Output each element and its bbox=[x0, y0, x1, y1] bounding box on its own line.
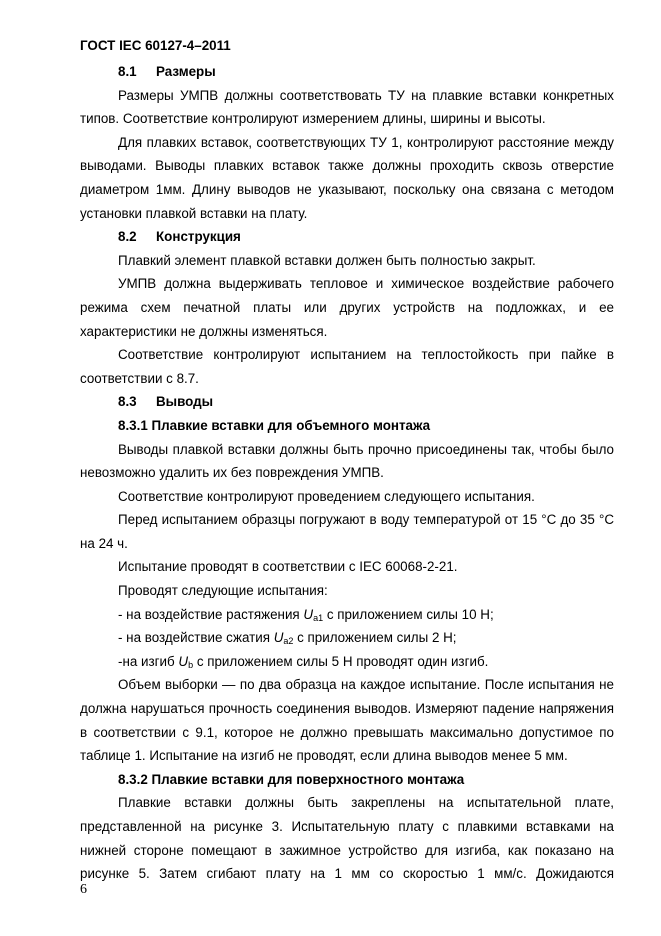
paragraph: УМПВ должна выдерживать тепловое и химическое воздействие рабочего режима схем печатной платы или других устройств на подложках, и ее характеристики не должны изменяться. bbox=[80, 276, 614, 339]
symbol: U bbox=[303, 606, 314, 622]
symbol-subscript: a1 bbox=[313, 612, 324, 623]
section-number: 8.2 bbox=[118, 229, 137, 245]
paragraph: Проводят следующие испытания: bbox=[118, 583, 328, 599]
section-title: Конструкция bbox=[156, 229, 241, 245]
paragraph: Соответствие контролируют испытанием на теплостойкость при пайке в соответствии с 8.7. bbox=[80, 347, 614, 386]
paragraph: Размеры УМПВ должны соответствовать ТУ на плавкие вставки конкретных типов. Соответствие контролируют измерением длины, ширины и высоты. bbox=[80, 87, 614, 127]
subsection-heading-8-3-2: 8.3.2 Плавкие вставки для поверхностного монтажа bbox=[118, 771, 465, 787]
list-item: - на воздействие растяжения $U_{a1}$ с приложением силы 10 Н; bbox=[118, 606, 494, 623]
paragraph: Выводы плавкой вставки должны быть прочно присоединены так, чтобы было невозможно удалить их без повреждения УМПВ. bbox=[80, 441, 614, 481]
section-heading-8-2 bbox=[80, 225, 614, 249]
paragraph: Соответствие контролируют проведением следующего испытания. bbox=[118, 488, 535, 504]
paragraph: Перед испытанием образцы погружают в воду температурой от 15 °С до 35 °С на 24 ч. bbox=[80, 512, 614, 551]
document-body bbox=[80, 60, 614, 886]
symbol-subscript: b bbox=[188, 659, 194, 670]
section-heading-8-3 bbox=[80, 390, 614, 414]
symbol: U bbox=[178, 653, 189, 669]
section-title: Размеры bbox=[156, 64, 216, 79]
list-item: -на изгиб $U_b$ с приложением силы 5 Н проводят один изгиб. bbox=[118, 653, 489, 670]
paragraph: Плавкий элемент плавкой вставки должен быть полностью закрыт. bbox=[118, 252, 536, 268]
paragraph: Испытание проводят в соответствии с IEC 60068-2-21. bbox=[118, 559, 458, 575]
page-number: 6 bbox=[80, 882, 87, 897]
symbol-subscript: a2 bbox=[283, 636, 294, 647]
symbol: U bbox=[273, 630, 284, 646]
subsection-heading-8-3-1: 8.3.1 Плавкие вставки для объемного монтажа bbox=[118, 417, 431, 433]
section-number: 8.3 bbox=[118, 394, 137, 410]
paragraph: Для плавких вставок, соответствующих ТУ 1, контролируют расстояние между выводами. Выводы плавких вставок также должны проходить сквозь отверстие диаметром 1мм. Длину выводов не указывают, поскольку она связана с методом установки плавкой вставки на плату. bbox=[80, 134, 614, 221]
section-number: 8.1 bbox=[118, 64, 137, 79]
section-heading-8-1 bbox=[80, 60, 614, 84]
section-title: Выводы bbox=[156, 394, 214, 410]
paragraph: Плавкие вставки должны быть закреплены на испытательной плате, представленной на рисунке 3. Испытательную плату с плавкими вставками на нижней стороне помещают в зажимное устройство для изгиба, как показано на рисунке 5. Затем сгибают плату на 1 мм со скоростью 1 мм/с. Дожидаются bbox=[80, 795, 614, 882]
list-item: - на воздействие сжатия $U_{a2}$ с приложением силы 2 Н; bbox=[118, 630, 457, 647]
document-header: ГОСТ IEC 60127-4–2011 bbox=[80, 38, 231, 53]
paragraph: Объем выборки — по два образца на каждое испытание. После испытания не должна нарушаться прочность соединения выводов. Измеряют падение напряжения в соответствии с 9.1, которое не должно превышать максимально допустимое по таблице 1. Испытание на изгиб не проводят, если длина выводов менее 5 мм. bbox=[80, 677, 614, 764]
